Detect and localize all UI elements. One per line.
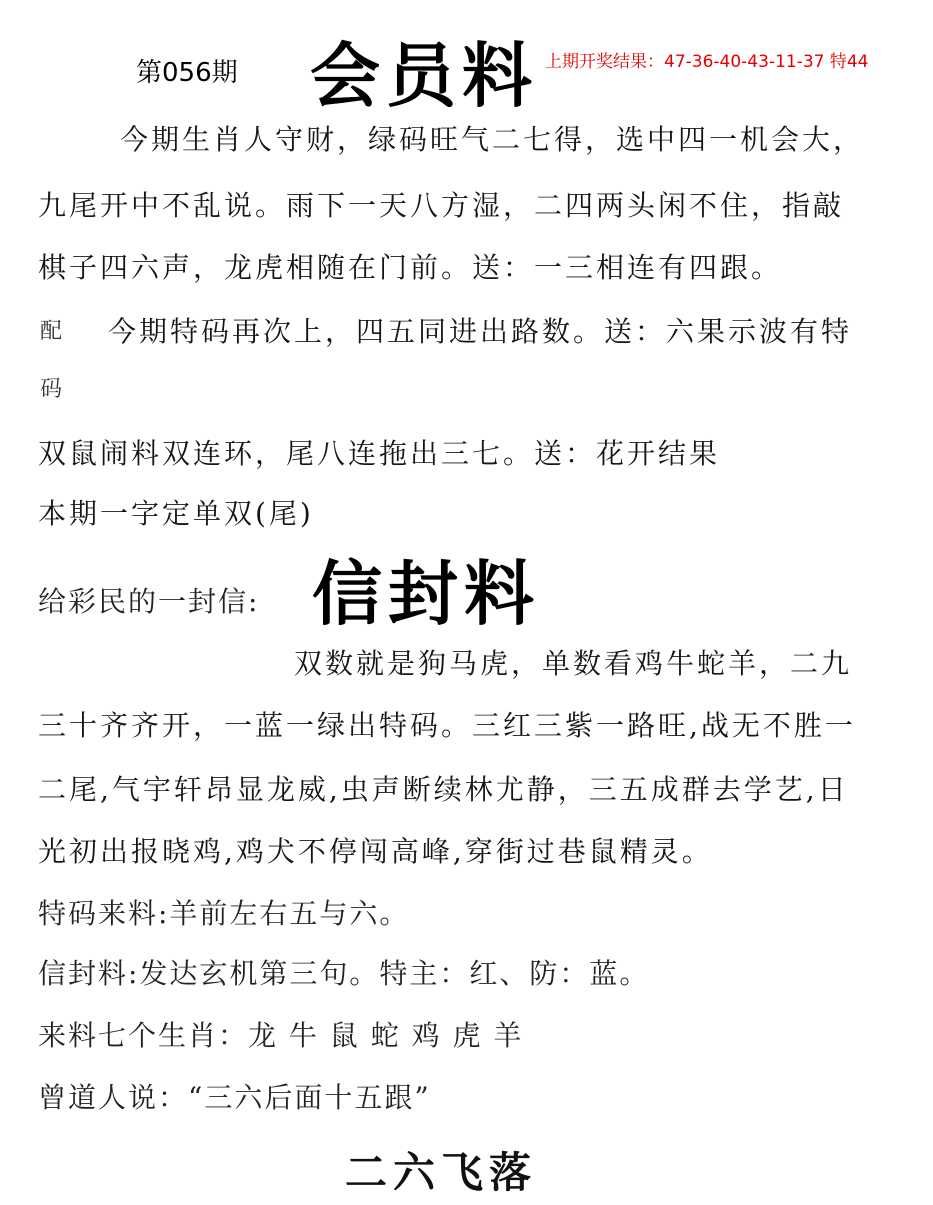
poem-line-4-prefix: 配 (40, 319, 63, 344)
last-draw-result: 上期开奖结果：47-36-40-43-11-37 特44 (545, 52, 869, 72)
poem-line-3: 棋子四六声，龙虎相随在门前。送：一三相连有四跟。 (38, 251, 783, 284)
note-zengdao: 曾道人说：“三六后面十五跟” (38, 1081, 431, 1114)
letter-line-4: 光初出报晓鸡,鸡犬不停闯高峰,穿街过巷鼠精灵。 (38, 835, 713, 868)
poem-line-6: 双鼠闹料双连环，尾八连拖出三七。送：花开结果 (38, 437, 721, 470)
letter-label: 给彩民的一封信: (38, 585, 260, 618)
footer-phrase: 二六飞落 (345, 1148, 538, 1197)
note-xinfeng: 信封料:发达玄机第三句。特主：红、防：蓝。 (38, 957, 650, 990)
note-tema: 特码来料:羊前左右五与六。 (38, 897, 410, 930)
letter-line-3: 二尾,气宇轩昂显龙威,虫声断续林尤静，三五成群去学艺,日 (38, 773, 849, 806)
letter-title: 信封料 (312, 552, 540, 635)
poem-line-5: 码 (40, 377, 63, 402)
page-title: 会员料 (310, 34, 538, 117)
poem-line-1: 今期生肖人守财，绿码旺气二七得，选中四一机会大， (120, 123, 865, 156)
poem-line-4: 今期特码再次上，四五同进出路数。送：六果示波有特 (108, 315, 853, 348)
letter-line-1: 双数就是狗马虎，单数看鸡牛蛇羊，二九 (294, 647, 853, 680)
note-seven-zodiacs: 来料七个生肖：龙 牛 鼠 蛇 鸡 虎 羊 (38, 1019, 524, 1052)
poem-line-2: 九尾开中不乱说。雨下一天八方湿，二四两头闲不住，指敲 (38, 189, 845, 222)
poem-line-7: 本期一字定单双(尾) (38, 497, 314, 530)
letter-line-2: 三十齐齐开，一蓝一绿出特码。三红三紫一路旺,战无不胜一 (38, 709, 856, 742)
issue-number: 第056期 (136, 58, 238, 88)
